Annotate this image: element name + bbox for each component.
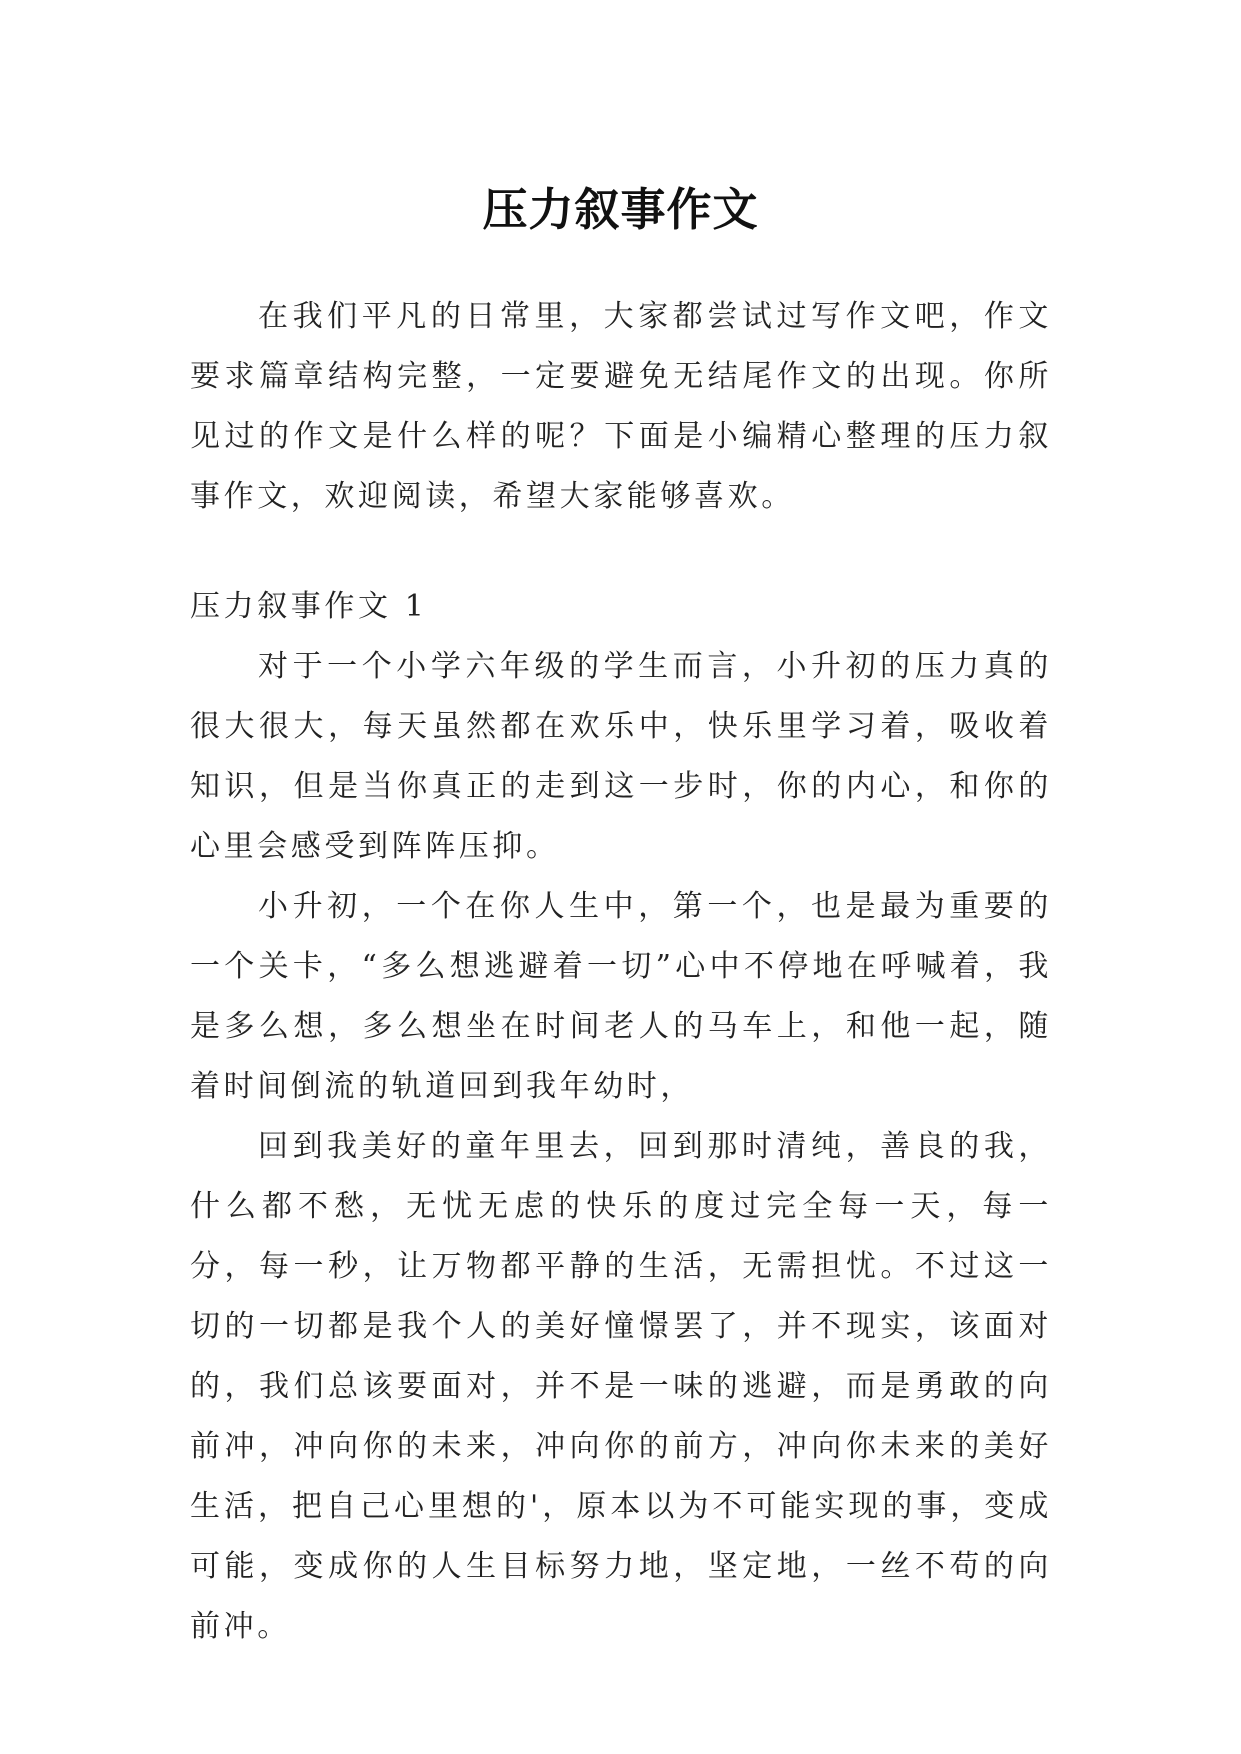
section-heading: 压力叙事作文 1 — [190, 589, 428, 624]
document-title: 压力叙事作文 — [482, 183, 759, 237]
body-paragraph-2: 小升初，一个在你人生中，第一个，也是最为重要的一个关卡，“多么想逃避着一切”心中不停地在呼喊着，我是多么想，多么想坐在时间老人的马车上，和他一起，随着时间倒流的轨道回到我年幼时， — [190, 889, 1052, 1104]
intro-paragraph: 在我们平凡的日常里，大家都尝试过写作文吧，作文要求篇章结构完整，一定要避免无结尾作文的出现。你所见过的作文是什么样的呢？下面是小编精心整理的压力叙事作文，欢迎阅读，希望大家能够喜欢。 — [190, 299, 1052, 514]
body-paragraph-3: 回到我美好的童年里去，回到那时清纯，善良的我，什么都不愁，无忧无虑的快乐的度过完全每一天，每一分，每一秒，让万物都平静的生活，无需担忧。不过这一切的一切都是我个人的美好憧憬罢了，并不现实，该面对的，我们总该要面对，并不是一味的逃避，而是勇敢的向前冲，冲向你的未来，冲向你的前方，冲向你未来的美好生活，把自己心里想的'，原本以为不可能实现的事，变成可能，变成你的人生目标努力地，坚定地，一丝不苟的向前冲。 — [190, 1129, 1052, 1644]
paragraph-spacer — [190, 527, 1052, 577]
body-paragraph-1: 对于一个小学六年级的学生而言，小升初的压力真的很大很大，每天虽然都在欢乐中，快乐里学习着，吸收着知识，但是当你真正的走到这一步时，你的内心，和你的心里会感受到阵阵压抑。 — [190, 649, 1052, 864]
document-body — [190, 287, 1052, 1657]
